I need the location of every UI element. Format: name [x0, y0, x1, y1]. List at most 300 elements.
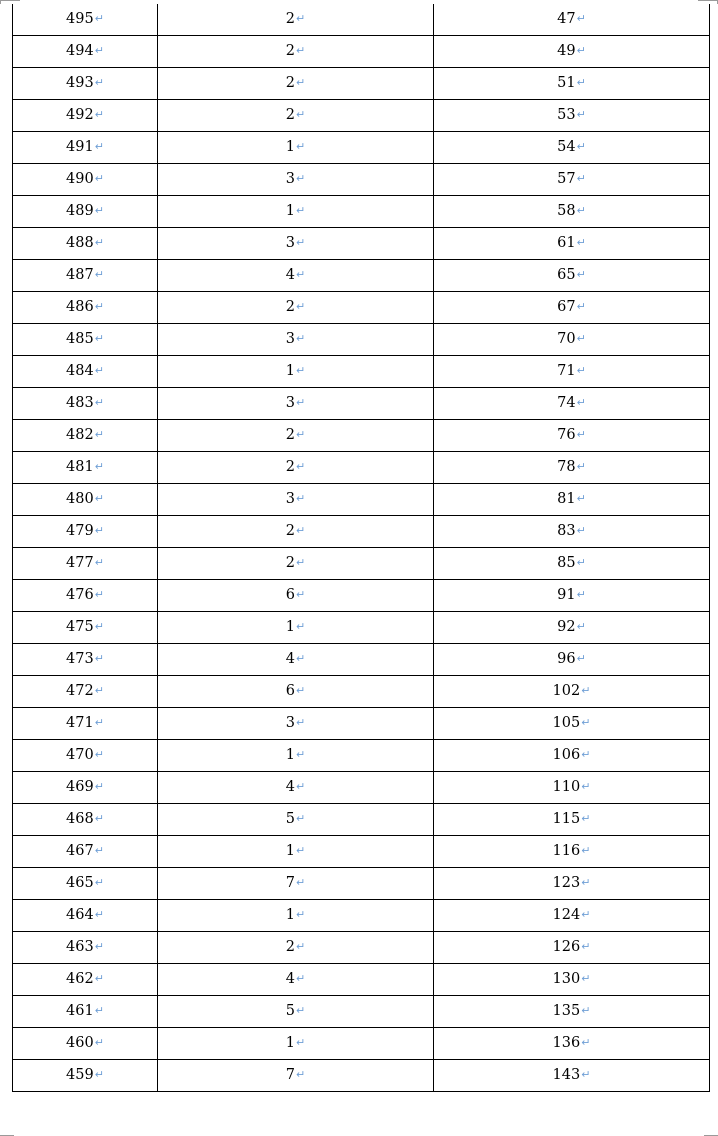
cell-value: 106	[552, 747, 581, 764]
cumulative-count-cell[interactable]	[434, 68, 710, 100]
cell-value: 67	[557, 299, 576, 316]
table-row	[13, 516, 710, 548]
paragraph-mark-icon: ↵	[576, 268, 586, 282]
cumulative-count-cell[interactable]	[434, 932, 710, 964]
score-cell[interactable]	[13, 516, 158, 548]
count-cell[interactable]	[158, 932, 434, 964]
paragraph-mark-icon: ↵	[576, 140, 586, 154]
score-cell[interactable]	[13, 676, 158, 708]
cell-value: 1	[285, 363, 295, 380]
cell-value: 2	[285, 75, 295, 92]
score-cell[interactable]	[13, 644, 158, 676]
cumulative-count-cell[interactable]	[434, 1028, 710, 1060]
count-cell[interactable]	[158, 100, 434, 132]
count-cell[interactable]	[158, 868, 434, 900]
cell-value: 462	[66, 971, 94, 988]
paragraph-mark-icon: ↵	[296, 780, 306, 794]
count-cell[interactable]	[158, 644, 434, 676]
paragraph-mark-icon: ↵	[296, 940, 306, 954]
count-cell[interactable]	[158, 132, 434, 164]
score-cell[interactable]	[13, 932, 158, 964]
count-cell[interactable]	[158, 4, 434, 36]
paragraph-mark-icon: ↵	[581, 908, 591, 922]
cell-value: 2	[285, 427, 295, 444]
paragraph-mark-icon: ↵	[576, 364, 586, 378]
score-cell[interactable]	[13, 868, 158, 900]
cell-value: 135	[552, 1003, 581, 1020]
table-row	[13, 996, 710, 1028]
cell-value: 5	[285, 1003, 295, 1020]
paragraph-mark-icon: ↵	[576, 428, 586, 442]
table-row	[13, 548, 710, 580]
paragraph-mark-icon: ↵	[94, 684, 104, 698]
paragraph-mark-icon: ↵	[94, 44, 104, 58]
cell-value: 83	[557, 523, 576, 540]
paragraph-mark-icon: ↵	[94, 396, 104, 410]
cumulative-count-cell[interactable]	[434, 324, 710, 356]
cell-value: 470	[66, 747, 94, 764]
table-row	[13, 1060, 710, 1092]
count-cell[interactable]	[158, 580, 434, 612]
paragraph-mark-icon: ↵	[296, 396, 306, 410]
paragraph-mark-icon: ↵	[94, 108, 104, 122]
score-cell[interactable]	[13, 708, 158, 740]
score-cell[interactable]	[13, 324, 158, 356]
count-cell[interactable]	[158, 452, 434, 484]
table-row	[13, 388, 710, 420]
paragraph-mark-icon: ↵	[576, 460, 586, 474]
paragraph-mark-icon: ↵	[576, 588, 586, 602]
score-cell[interactable]	[13, 548, 158, 580]
table-row	[13, 868, 710, 900]
cell-value: 70	[557, 331, 576, 348]
cumulative-count-cell[interactable]	[434, 420, 710, 452]
cell-value: 459	[66, 1067, 94, 1084]
paragraph-mark-icon: ↵	[94, 460, 104, 474]
score-distribution-table	[12, 4, 710, 1092]
paragraph-mark-icon: ↵	[296, 172, 306, 186]
cell-value: 485	[66, 331, 94, 348]
score-cell[interactable]	[13, 740, 158, 772]
paragraph-mark-icon: ↵	[296, 428, 306, 442]
score-cell[interactable]	[13, 996, 158, 1028]
cell-value: 76	[557, 427, 576, 444]
cell-value: 493	[66, 75, 94, 92]
paragraph-mark-icon: ↵	[94, 908, 104, 922]
cumulative-count-cell[interactable]	[434, 548, 710, 580]
paragraph-mark-icon: ↵	[94, 940, 104, 954]
cell-value: 126	[552, 939, 581, 956]
cell-value: 2	[285, 11, 295, 28]
count-cell[interactable]	[158, 484, 434, 516]
paragraph-mark-icon: ↵	[296, 876, 306, 890]
table-row	[13, 420, 710, 452]
paragraph-mark-icon: ↵	[94, 716, 104, 730]
score-cell[interactable]	[13, 260, 158, 292]
cell-value: 461	[66, 1003, 94, 1020]
cell-value: 1	[285, 843, 295, 860]
paragraph-mark-icon: ↵	[94, 876, 104, 890]
cell-value: 47	[557, 11, 576, 28]
score-cell[interactable]	[13, 4, 158, 36]
cell-value: 483	[66, 395, 94, 412]
paragraph-mark-icon: ↵	[94, 76, 104, 90]
table-row	[13, 100, 710, 132]
score-cell[interactable]	[13, 164, 158, 196]
paragraph-mark-icon: ↵	[576, 300, 586, 314]
paragraph-mark-icon: ↵	[296, 748, 306, 762]
count-cell[interactable]	[158, 804, 434, 836]
crop-mark-top-left-vertical	[0, 0, 1, 4]
paragraph-mark-icon: ↵	[296, 972, 306, 986]
cell-value: 91	[557, 587, 576, 604]
count-cell[interactable]	[158, 996, 434, 1028]
table-row	[13, 452, 710, 484]
paragraph-mark-icon: ↵	[576, 332, 586, 346]
cell-value: 484	[66, 363, 94, 380]
score-cell[interactable]	[13, 1028, 158, 1060]
table-row	[13, 196, 710, 228]
paragraph-mark-icon: ↵	[94, 332, 104, 346]
table-row	[13, 612, 710, 644]
score-cell[interactable]	[13, 36, 158, 68]
paragraph-mark-icon: ↵	[296, 812, 306, 826]
table-row	[13, 260, 710, 292]
cell-value: 494	[66, 43, 94, 60]
cell-value: 486	[66, 299, 94, 316]
table-row	[13, 292, 710, 324]
paragraph-mark-icon: ↵	[581, 812, 591, 826]
score-cell[interactable]	[13, 964, 158, 996]
cumulative-count-cell[interactable]	[434, 772, 710, 804]
table-row	[13, 356, 710, 388]
count-cell[interactable]	[158, 164, 434, 196]
paragraph-mark-icon: ↵	[581, 972, 591, 986]
paragraph-mark-icon: ↵	[576, 652, 586, 666]
cell-value: 78	[557, 459, 576, 476]
cell-value: 7	[285, 1067, 295, 1084]
cell-value: 1	[285, 139, 295, 156]
cumulative-count-cell[interactable]	[434, 676, 710, 708]
paragraph-mark-icon: ↵	[296, 908, 306, 922]
cumulative-count-cell[interactable]	[434, 100, 710, 132]
cell-value: 480	[66, 491, 94, 508]
cumulative-count-cell[interactable]	[434, 708, 710, 740]
table-row	[13, 708, 710, 740]
cumulative-count-cell[interactable]	[434, 644, 710, 676]
count-cell[interactable]	[158, 516, 434, 548]
paragraph-mark-icon: ↵	[581, 684, 591, 698]
paragraph-mark-icon: ↵	[94, 204, 104, 218]
score-cell[interactable]	[13, 804, 158, 836]
cell-value: 74	[557, 395, 576, 412]
cell-value: 489	[66, 203, 94, 220]
paragraph-mark-icon: ↵	[581, 780, 591, 794]
count-cell[interactable]	[158, 1028, 434, 1060]
paragraph-mark-icon: ↵	[94, 1004, 104, 1018]
paragraph-mark-icon: ↵	[576, 44, 586, 58]
crop-mark-top-right	[698, 0, 718, 1]
score-cell[interactable]	[13, 900, 158, 932]
count-cell[interactable]	[158, 68, 434, 100]
cumulative-count-cell[interactable]	[434, 868, 710, 900]
paragraph-mark-icon: ↵	[296, 652, 306, 666]
table-body	[13, 4, 710, 1092]
cell-value: 3	[285, 235, 295, 252]
table-row	[13, 36, 710, 68]
count-cell[interactable]	[158, 388, 434, 420]
paragraph-mark-icon: ↵	[94, 12, 104, 26]
paragraph-mark-icon: ↵	[296, 1068, 306, 1082]
count-cell[interactable]	[158, 260, 434, 292]
table-row	[13, 324, 710, 356]
cumulative-count-cell[interactable]	[434, 580, 710, 612]
count-cell[interactable]	[158, 228, 434, 260]
table-row	[13, 644, 710, 676]
cell-value: 130	[552, 971, 581, 988]
cell-value: 61	[557, 235, 576, 252]
cell-value: 2	[285, 939, 295, 956]
paragraph-mark-icon: ↵	[296, 268, 306, 282]
cell-value: 473	[66, 651, 94, 668]
cell-value: 467	[66, 843, 94, 860]
cell-value: 1	[285, 619, 295, 636]
cell-value: 51	[557, 75, 576, 92]
paragraph-mark-icon: ↵	[94, 1036, 104, 1050]
cell-value: 65	[557, 267, 576, 284]
paragraph-mark-icon: ↵	[576, 204, 586, 218]
paragraph-mark-icon: ↵	[94, 300, 104, 314]
cell-value: 464	[66, 907, 94, 924]
cell-value: 1	[285, 747, 295, 764]
table-row	[13, 228, 710, 260]
cell-value: 488	[66, 235, 94, 252]
paragraph-mark-icon: ↵	[94, 268, 104, 282]
paragraph-mark-icon: ↵	[94, 620, 104, 634]
score-cell[interactable]	[13, 612, 158, 644]
cell-value: 96	[557, 651, 576, 668]
score-cell[interactable]	[13, 356, 158, 388]
paragraph-mark-icon: ↵	[94, 812, 104, 826]
cell-value: 463	[66, 939, 94, 956]
count-cell[interactable]	[158, 36, 434, 68]
table-row	[13, 740, 710, 772]
cell-value: 471	[66, 715, 94, 732]
paragraph-mark-icon: ↵	[94, 652, 104, 666]
paragraph-mark-icon: ↵	[296, 492, 306, 506]
paragraph-mark-icon: ↵	[296, 364, 306, 378]
cell-value: 6	[285, 683, 295, 700]
paragraph-mark-icon: ↵	[296, 300, 306, 314]
cumulative-count-cell[interactable]	[434, 804, 710, 836]
cell-value: 3	[285, 395, 295, 412]
paragraph-mark-icon: ↵	[296, 236, 306, 250]
cell-value: 2	[285, 523, 295, 540]
cell-value: 479	[66, 523, 94, 540]
cell-value: 487	[66, 267, 94, 284]
cell-value: 123	[552, 875, 581, 892]
score-cell[interactable]	[13, 196, 158, 228]
score-cell[interactable]	[13, 452, 158, 484]
paragraph-mark-icon: ↵	[581, 716, 591, 730]
paragraph-mark-icon: ↵	[581, 748, 591, 762]
cumulative-count-cell[interactable]	[434, 196, 710, 228]
cumulative-count-cell[interactable]	[434, 4, 710, 36]
paragraph-mark-icon: ↵	[576, 236, 586, 250]
cell-value: 3	[285, 331, 295, 348]
cell-value: 1	[285, 907, 295, 924]
paragraph-mark-icon: ↵	[94, 780, 104, 794]
table-row	[13, 772, 710, 804]
cumulative-count-cell[interactable]	[434, 1060, 710, 1092]
count-cell[interactable]	[158, 324, 434, 356]
count-cell[interactable]	[158, 420, 434, 452]
count-cell[interactable]	[158, 964, 434, 996]
paragraph-mark-icon: ↵	[94, 172, 104, 186]
cell-value: 136	[552, 1035, 581, 1052]
cumulative-count-cell[interactable]	[434, 164, 710, 196]
cumulative-count-cell[interactable]	[434, 260, 710, 292]
cell-value: 71	[557, 363, 576, 380]
cumulative-count-cell[interactable]	[434, 996, 710, 1028]
cell-value: 4	[285, 971, 295, 988]
count-cell[interactable]	[158, 292, 434, 324]
cell-value: 460	[66, 1035, 94, 1052]
cell-value: 2	[285, 459, 295, 476]
cumulative-count-cell[interactable]	[434, 292, 710, 324]
cell-value: 115	[552, 811, 581, 828]
cell-value: 491	[66, 139, 94, 156]
cell-value: 1	[285, 1035, 295, 1052]
paragraph-mark-icon: ↵	[94, 428, 104, 442]
paragraph-mark-icon: ↵	[296, 44, 306, 58]
cell-value: 92	[557, 619, 576, 636]
paragraph-mark-icon: ↵	[94, 972, 104, 986]
paragraph-mark-icon: ↵	[581, 1068, 591, 1082]
score-cell[interactable]	[13, 228, 158, 260]
cumulative-count-cell[interactable]	[434, 228, 710, 260]
cell-value: 490	[66, 171, 94, 188]
cell-value: 53	[557, 107, 576, 124]
score-cell[interactable]	[13, 772, 158, 804]
cell-value: 57	[557, 171, 576, 188]
cell-value: 492	[66, 107, 94, 124]
table-row	[13, 836, 710, 868]
count-cell[interactable]	[158, 1060, 434, 1092]
cell-value: 85	[557, 555, 576, 572]
cumulative-count-cell[interactable]	[434, 612, 710, 644]
cell-value: 7	[285, 875, 295, 892]
cell-value: 4	[285, 651, 295, 668]
cumulative-count-cell[interactable]	[434, 516, 710, 548]
cell-value: 472	[66, 683, 94, 700]
paragraph-mark-icon: ↵	[296, 76, 306, 90]
table-row	[13, 804, 710, 836]
cumulative-count-cell[interactable]	[434, 356, 710, 388]
paragraph-mark-icon: ↵	[576, 524, 586, 538]
paragraph-mark-icon: ↵	[94, 556, 104, 570]
cell-value: 3	[285, 171, 295, 188]
paragraph-mark-icon: ↵	[94, 748, 104, 762]
paragraph-mark-icon: ↵	[296, 684, 306, 698]
cell-value: 476	[66, 587, 94, 604]
cell-value: 477	[66, 555, 94, 572]
paragraph-mark-icon: ↵	[94, 588, 104, 602]
paragraph-mark-icon: ↵	[296, 140, 306, 154]
score-cell[interactable]	[13, 580, 158, 612]
table-row	[13, 580, 710, 612]
table-row	[13, 932, 710, 964]
cell-value: 116	[552, 843, 581, 860]
cumulative-count-cell[interactable]	[434, 836, 710, 868]
cell-value: 58	[557, 203, 576, 220]
count-cell[interactable]	[158, 740, 434, 772]
paragraph-mark-icon: ↵	[296, 524, 306, 538]
paragraph-mark-icon: ↵	[581, 844, 591, 858]
score-cell[interactable]	[13, 292, 158, 324]
count-cell[interactable]	[158, 196, 434, 228]
score-cell[interactable]	[13, 1060, 158, 1092]
cumulative-count-cell[interactable]	[434, 484, 710, 516]
cumulative-count-cell[interactable]	[434, 452, 710, 484]
score-cell[interactable]	[13, 420, 158, 452]
cell-value: 475	[66, 619, 94, 636]
cumulative-count-cell[interactable]	[434, 132, 710, 164]
table-row	[13, 4, 710, 36]
score-cell[interactable]	[13, 836, 158, 868]
count-cell[interactable]	[158, 356, 434, 388]
cumulative-count-cell[interactable]	[434, 388, 710, 420]
table-row	[13, 964, 710, 996]
cumulative-count-cell[interactable]	[434, 36, 710, 68]
score-cell[interactable]	[13, 484, 158, 516]
paragraph-mark-icon: ↵	[296, 1036, 306, 1050]
paragraph-mark-icon: ↵	[581, 940, 591, 954]
paragraph-mark-icon: ↵	[94, 844, 104, 858]
cell-value: 3	[285, 491, 295, 508]
cumulative-count-cell[interactable]	[434, 964, 710, 996]
count-cell[interactable]	[158, 836, 434, 868]
cumulative-count-cell[interactable]	[434, 900, 710, 932]
table-row	[13, 900, 710, 932]
cell-value: 81	[557, 491, 576, 508]
cell-value: 4	[285, 267, 295, 284]
cell-value: 143	[552, 1067, 581, 1084]
count-cell[interactable]	[158, 612, 434, 644]
paragraph-mark-icon: ↵	[576, 12, 586, 26]
paragraph-mark-icon: ↵	[576, 556, 586, 570]
cell-value: 2	[285, 299, 295, 316]
cell-value: 481	[66, 459, 94, 476]
score-cell[interactable]	[13, 68, 158, 100]
score-cell[interactable]	[13, 132, 158, 164]
count-cell[interactable]	[158, 772, 434, 804]
paragraph-mark-icon: ↵	[296, 844, 306, 858]
cumulative-count-cell[interactable]	[434, 740, 710, 772]
count-cell[interactable]	[158, 900, 434, 932]
paragraph-mark-icon: ↵	[94, 364, 104, 378]
score-cell[interactable]	[13, 388, 158, 420]
count-cell[interactable]	[158, 676, 434, 708]
count-cell[interactable]	[158, 548, 434, 580]
count-cell[interactable]	[158, 708, 434, 740]
score-cell[interactable]	[13, 100, 158, 132]
table-row	[13, 68, 710, 100]
paragraph-mark-icon: ↵	[296, 716, 306, 730]
cell-value: 482	[66, 427, 94, 444]
table-row	[13, 132, 710, 164]
paragraph-mark-icon: ↵	[94, 236, 104, 250]
